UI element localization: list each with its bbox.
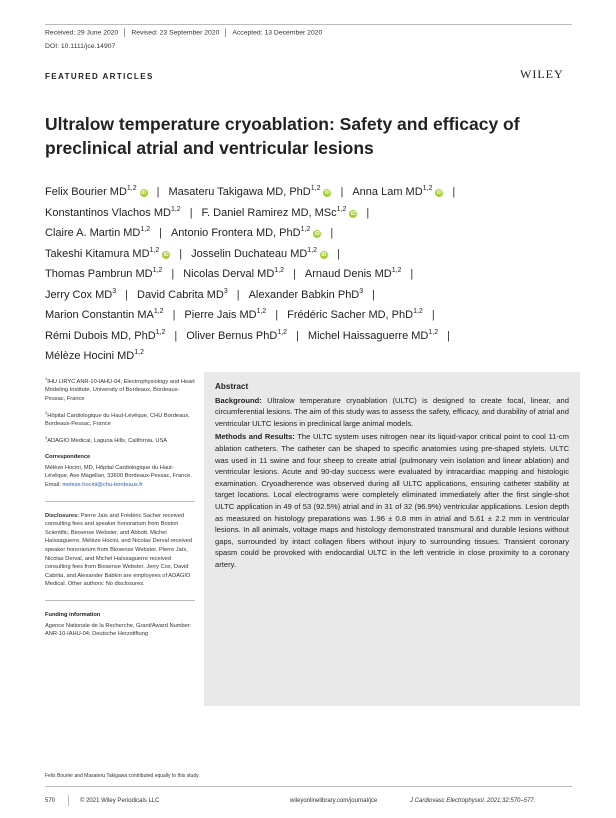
author-text: Alexander Babkin PhD (248, 288, 360, 301)
author-text: Nicolas Derval MD (183, 268, 275, 280)
author-name (45, 268, 162, 280)
author-separator: | (156, 186, 160, 198)
footer-rule (45, 786, 572, 787)
footer-separator (68, 795, 69, 806)
affiliation-3: $^3$ADAGIO Medical, Laguna Hills, California, USA (45, 434, 168, 444)
abstract-methods-results: Methods and Results: The ULTC system uses nitrogen near its liquid-vapor critical point to cool 11-cm ablation catheters. The catheter can be shaped to specific anatomies using pre-shaped stylets. ULTC was used in 11 swine and four sheep to create atrial (pulmonary vein isolation and linear ablation) and ventricular lesions. Acute and 90-day success were evaluated by intracardiac mapping and histologic examination. Cryoadherence was observed during all ULTC applications, ensuring catheter stability at target locations. Local electrograms were completely eliminated immediately after the first single-shot ULTC application in 49 of 53 (92.5%) atrial and in 31 of 32 (96.9%) ventricular applications. Lesion depth as measured on histology preparations was 1.96 ± 0.8 mm in atrial and 5.61 ± 2.2 mm in ventricular lesions. In all animals, voltage maps and histology demonstrated transmural and durable lesions without gaps, surrounded by intact collagen fibers without injury to surrounding tissues. Transient coronary spasm could be provoked with endocardial ULTC in the left ventricle in close proximity to a coronary artery. (215, 432, 569, 569)
sidebar-divider (45, 600, 195, 601)
author-name (45, 309, 164, 321)
author-affiliation-sup: 3 (223, 287, 228, 295)
author-name (45, 207, 181, 219)
author-affiliation-sup: 1,2 (170, 205, 181, 213)
page-number: 570 (45, 798, 56, 804)
author-separator: | (447, 329, 450, 342)
author-affiliation-sup: 1,2 (152, 267, 163, 274)
author-separator: | (431, 309, 435, 321)
author-separator: | (189, 206, 193, 219)
author-name (45, 248, 170, 260)
orcid-icon[interactable]: iD (163, 251, 169, 258)
equal-contribution-note: Felix Bourier and Masateru Takigawa contributed equally to this study. (45, 773, 200, 779)
author-name (137, 289, 228, 301)
author-name (171, 227, 321, 239)
author-name (45, 330, 165, 342)
author-name (45, 350, 144, 362)
author-text: Antonio Frontera MD, PhD (170, 227, 301, 239)
author-text: Frédéric Sacher MD, PhD (287, 309, 414, 321)
author-name (305, 268, 402, 280)
disclosures: Disclosures: Pierre Jaïs and Frédéric Sacher received consulting fees and speaker honorarium from Boston Scientific, Biosense Webster, and Abbott. Michel Haïssaguerre, Mélèze Hocini, and Nicolas Derval received speaker honorarium from Biosense Webster. Pierre Jaïs, Nicolas Derval, and Michel Haïssaguerre received consulting fees from Biosense Webster. Jerry Cox, David Cabrita, and Alexander Babkin are employees of ADAGIO Medical. Other authors: No disclosures. (45, 512, 192, 588)
date-separator (124, 28, 125, 37)
author-text: Mélèze Hocini MD (45, 350, 135, 362)
received-date: Received: 29 June 2020 (45, 29, 119, 37)
author-affiliation-sup: 1,2 (256, 308, 267, 315)
author-separator: | (275, 309, 279, 321)
author-name (45, 289, 116, 301)
author-affiliation-sup: 1,2 (413, 308, 423, 315)
orcid-icon[interactable]: iD (324, 190, 330, 196)
orcid-icon[interactable]: iD (141, 190, 147, 196)
funding-text: Agence Nationale de la Recherche, Grant/Award Number: ANR-10-IAHU-04; Deutsche Herzstiftung (45, 622, 192, 638)
author-affiliation-sup: 1,2 (277, 328, 288, 336)
article-sidebar (45, 375, 195, 639)
author-text: Anna Lam MD (352, 186, 423, 198)
author-separator: | (337, 247, 340, 260)
revised-date: Revised: 23 September 2020 (131, 29, 220, 37)
orcid-icon[interactable]: iD (350, 210, 356, 217)
author-affiliation-sup: 1,2 (140, 226, 151, 233)
author-text: Felix Bourier MD (45, 186, 127, 198)
author-text: Rémi Dubois MD, PhD (45, 329, 156, 342)
orcid-icon[interactable]: iD (314, 231, 320, 237)
author-text: Thomas Pambrun MD (45, 268, 153, 280)
author-affiliation-sup: 1,2 (134, 349, 144, 356)
abstract-box (204, 372, 580, 706)
author-text: Arnaud Denis MD (304, 268, 392, 280)
article-dates (45, 28, 322, 37)
author-affiliation-sup: 3 (112, 287, 117, 295)
author-affiliation-sup: 1,2 (391, 267, 402, 274)
author-affiliation-sup: 1,2 (307, 246, 318, 254)
correspondence-email: Email: meleze.hocini@chu-bordeaux.fr (45, 482, 143, 489)
author-separator: | (452, 186, 456, 198)
author-name (45, 186, 148, 198)
author-affiliation-sup: 1,2 (428, 328, 439, 336)
author-separator: | (125, 288, 128, 301)
author-separator: | (172, 309, 176, 321)
author-name (186, 330, 287, 342)
article-title: Ultralow temperature cryoablation: Safety and efficacy of preclinical atrial and ventricular lesions (45, 114, 520, 158)
author-affiliation-sup: 1,2 (155, 328, 166, 336)
correspondence-text: Mélèze Hocini, MD, Hôpital Cardiologique du Haut-Lévêque, Ave Magellan, 33600 Bordeaux-Pessac, France. (45, 464, 192, 480)
author-affiliation-sup: 1,2 (274, 267, 284, 274)
author-name (249, 289, 364, 301)
author-name (169, 186, 332, 198)
author-text: David Cabrita MD (137, 288, 224, 301)
section-label: FEATURED ARTICLES (45, 72, 154, 81)
journal-citation: J Cardiovasc Electrophysiol. 2021;32:570–577. (410, 798, 536, 804)
correspondence-heading: Correspondence (45, 454, 91, 461)
accepted-date: Accepted: 13 December 2020 (232, 29, 323, 37)
author-separator: | (372, 288, 376, 301)
affiliation-2: $^2$Hôpital Cardiologique du Haut-Lévêque, CHU Bordeaux, Bordeaux-Pessac, France (45, 409, 190, 428)
funding-heading: Funding information (45, 611, 101, 618)
orcid-icon[interactable]: iD (321, 251, 327, 258)
author-affiliation-sup: 1,2 (300, 226, 311, 233)
author-separator: | (340, 186, 344, 198)
author-affiliation-sup: 1,2 (126, 185, 137, 192)
author-separator: | (330, 227, 334, 239)
author-text: F. Daniel Ramirez MD, MSc (201, 206, 337, 219)
sidebar-divider (45, 501, 195, 502)
author-text: Konstantinos Vlachos MD (45, 206, 171, 219)
abstract-background: Background: Ultralow temperature cryoablation (ULTC) is designed to create focal, linear, and circumferential lesions. The aim of this study was to assess the safety, efficacy, and durability of atrial and ventricular ULTC lesions in preclinical large animal models. (215, 395, 569, 428)
author-affiliation-sup: 1,2 (153, 308, 164, 315)
author-name (352, 186, 443, 198)
author-separator: | (159, 227, 162, 239)
author-separator: | (410, 268, 414, 280)
doi: DOI: 10.1111/jce.14907 (45, 43, 116, 50)
author-list (45, 182, 575, 367)
author-affiliation-sup: 1,2 (336, 205, 347, 213)
author-separator: | (179, 247, 183, 260)
author-separator: | (366, 206, 370, 219)
author-affiliation-sup: 1,2 (310, 185, 321, 192)
author-text: Masateru Takigawa MD, PhD (168, 186, 311, 198)
copyright: © 2021 Wiley Periodicals LLC (80, 798, 160, 804)
header-rule (45, 24, 572, 25)
date-separator (225, 28, 226, 37)
orcid-icon[interactable]: iD (436, 190, 442, 196)
author-name (287, 309, 423, 321)
author-separator: | (174, 329, 178, 342)
publisher-logo: WILEY (520, 67, 564, 81)
author-name (184, 309, 266, 321)
author-text: Pierre Jais MD (184, 309, 257, 321)
author-text: Michel Haissaguerre MD (307, 329, 429, 342)
author-text: Josselin Duchateau MD (191, 247, 308, 260)
author-affiliation-sup: 1,2 (422, 185, 433, 192)
author-text: Oliver Bernus PhD (186, 329, 278, 342)
author-name (45, 227, 150, 239)
email-link[interactable]: meleze.hocini@chu-bordeaux.fr (62, 482, 143, 489)
author-affiliation-sup: 1,2 (149, 246, 160, 254)
author-separator: | (296, 329, 299, 342)
author-separator: | (293, 268, 296, 280)
author-text: Takeshi Kitamura MD (45, 247, 150, 260)
author-affiliation-sup: 3 (359, 287, 364, 295)
author-text: Marion Constantin MA (45, 309, 154, 321)
journal-url[interactable]: wileyonlinelibrary.com/journal/jce (290, 798, 378, 804)
author-separator: | (236, 288, 240, 301)
author-name (191, 248, 328, 260)
author-text: Claire A. Martin MD (45, 227, 141, 239)
author-name (183, 268, 284, 280)
affiliation-1: $^1$IHU LIRYC ANR-10-IAHU-04, Electrophysiology and Heart Modeling Institute, University of Bordeaux, Bordeaux-Pessac, France (45, 376, 195, 403)
author-separator: | (171, 268, 175, 280)
author-text: Jerry Cox MD (45, 288, 113, 301)
author-name (308, 330, 438, 342)
abstract-heading: Abstract (215, 382, 249, 391)
author-name (202, 207, 358, 219)
